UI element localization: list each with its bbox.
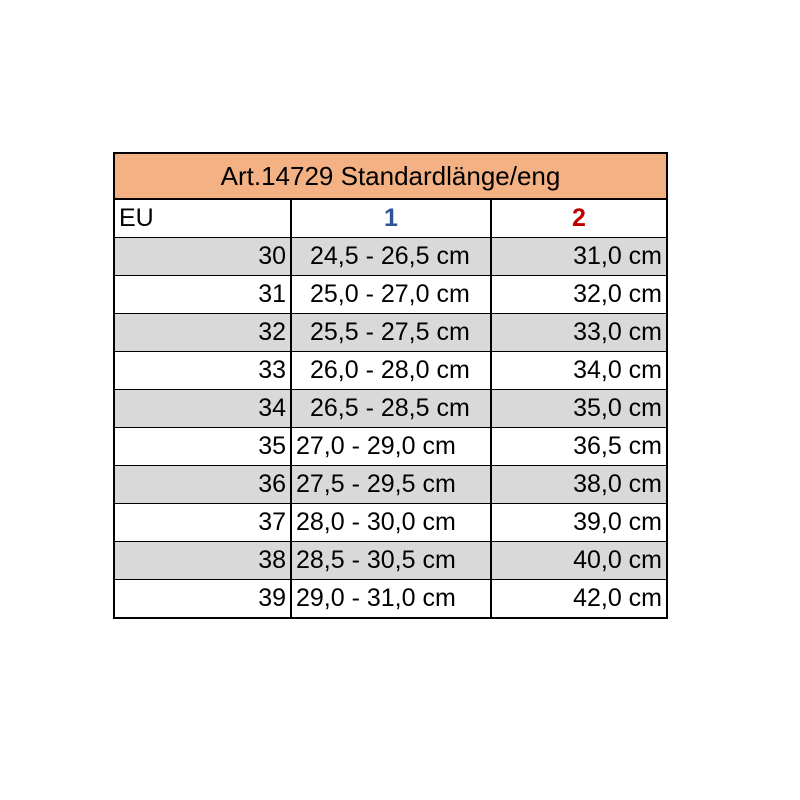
- table-row: [115, 465, 666, 503]
- eu-size-cell: 31: [115, 275, 291, 313]
- header-col-2: 2: [491, 200, 666, 237]
- header-col-1: 1: [291, 200, 491, 237]
- range-cell: 25,5 - 27,5 cm: [291, 313, 491, 351]
- length-cell: 35,0 cm: [491, 389, 666, 427]
- range-cell: 27,0 - 29,0 cm: [291, 427, 491, 465]
- range-cell: 26,5 - 28,5 cm: [291, 389, 491, 427]
- length-cell: 39,0 cm: [491, 503, 666, 541]
- range-cell: 29,0 - 31,0 cm: [291, 579, 491, 617]
- table-row: [115, 579, 666, 617]
- length-cell: 36,5 cm: [491, 427, 666, 465]
- length-cell: 34,0 cm: [491, 351, 666, 389]
- range-cell: 28,0 - 30,0 cm: [291, 503, 491, 541]
- table-row: [115, 503, 666, 541]
- range-cell: 25,0 - 27,0 cm: [291, 275, 491, 313]
- range-cell: 27,5 - 29,5 cm: [291, 465, 491, 503]
- length-cell: 32,0 cm: [491, 275, 666, 313]
- eu-size-cell: 34: [115, 389, 291, 427]
- eu-size-cell: 30: [115, 237, 291, 275]
- length-cell: 31,0 cm: [491, 237, 666, 275]
- range-cell: 24,5 - 26,5 cm: [291, 237, 491, 275]
- eu-size-cell: 32: [115, 313, 291, 351]
- range-cell: 26,0 - 28,0 cm: [291, 351, 491, 389]
- eu-size-cell: 36: [115, 465, 291, 503]
- eu-size-cell: 35: [115, 427, 291, 465]
- length-cell: 33,0 cm: [491, 313, 666, 351]
- range-cell: 28,5 - 30,5 cm: [291, 541, 491, 579]
- eu-size-cell: 39: [115, 579, 291, 617]
- table-row: [115, 351, 666, 389]
- eu-size-cell: 38: [115, 541, 291, 579]
- table-title: Art.14729 Standardlänge/eng: [115, 154, 666, 200]
- header-eu: EU: [119, 203, 154, 232]
- size-table: [113, 152, 668, 619]
- table-row: [115, 237, 666, 275]
- table-row: [115, 541, 666, 579]
- length-cell: 38,0 cm: [491, 465, 666, 503]
- eu-size-cell: 37: [115, 503, 291, 541]
- table-row: [115, 313, 666, 351]
- length-cell: 40,0 cm: [491, 541, 666, 579]
- length-cell: 42,0 cm: [491, 579, 666, 617]
- eu-size-cell: 33: [115, 351, 291, 389]
- header-row: [115, 200, 666, 237]
- table-row: [115, 427, 666, 465]
- table-row: [115, 389, 666, 427]
- size-grid: [115, 200, 666, 617]
- table-row: [115, 275, 666, 313]
